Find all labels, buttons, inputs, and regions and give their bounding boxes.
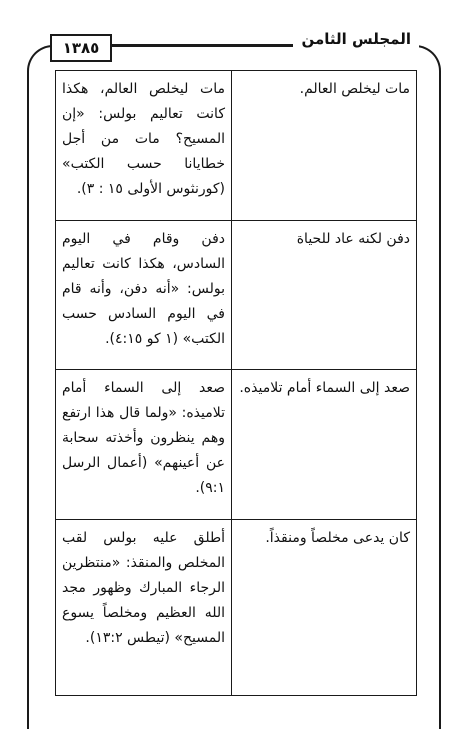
table-row [56, 520, 417, 696]
table-row [56, 221, 417, 370]
table-row [56, 370, 417, 520]
page-number: ١٣٨٥ [50, 34, 112, 62]
claim-cell: دفن لكنه عاد للحياة [232, 221, 417, 370]
claim-cell: مات ليخلص العالم. [232, 71, 417, 221]
evidence-cell: صعد إلى السماء أمام تلاميذه: «ولما قال هذا ارتفع وهم ينظرون وأخذته سحابة عن أعينهم» (أعمال الرسل ٩:١). [56, 370, 232, 520]
claim-cell: صعد إلى السماء أمام تلاميذه. [232, 370, 417, 520]
evidence-cell: أطلق عليه بولس لقب المخلص والمنقذ: «منتظرين الرجاء المبارك وظهور مجد الله العظيم ومخلصاً يسوع المسيح» (تيطس ١٣:٢). [56, 520, 232, 696]
evidence-cell: دفن وقام في اليوم السادس، هكذا كانت تعاليم بولس: «أنه دفن، وأنه قام في اليوم السادس حسب الكتب» (١ كو ٤:١٥). [56, 221, 232, 370]
comparison-table [55, 70, 417, 696]
chapter-title: المجلس الثامن [293, 30, 419, 48]
evidence-cell: مات ليخلص العالم، هكذا كانت تعاليم بولس: «إن المسيح؟ مات من أجل خطايانا حسب الكتب» (كورنثوس الأولى ١٥ : ٣). [56, 71, 232, 221]
claim-cell: كان يدعى مخلصاً ومنقذاً. [232, 520, 417, 696]
table-row [56, 71, 417, 221]
